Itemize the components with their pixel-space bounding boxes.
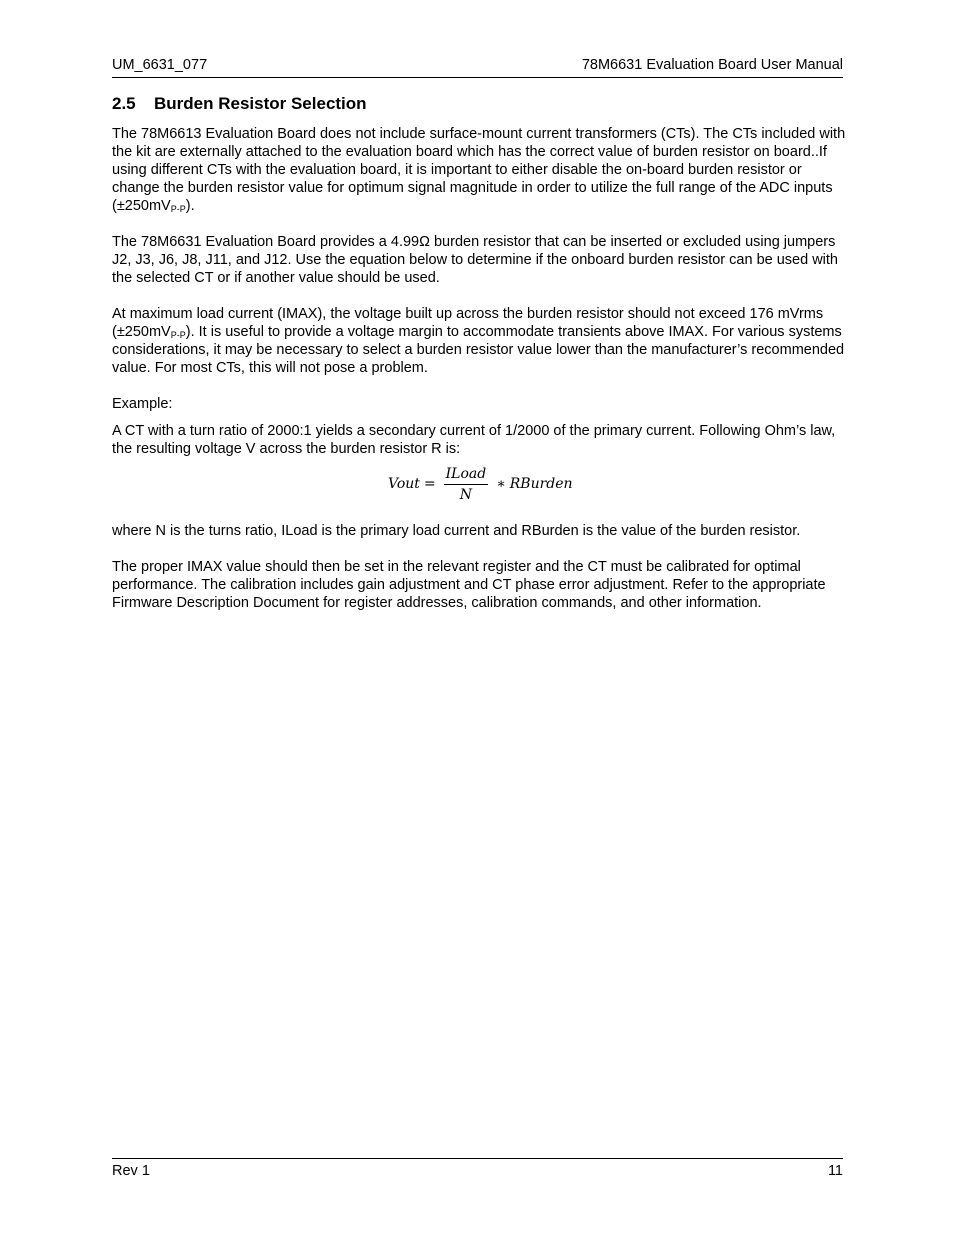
page-header (112, 55, 843, 78)
paragraph-ct-intro-text: The 78M6613 Evaluation Board does not include surface-mount current transformers (CTs). The CTs included with the kit are externally attached to the evaluation board which has the correct value of burden resistor on board..If using different CTs with the evaluation board, it is important to either disable the on-board burden resistor or change the burden resistor value for optimum signal magnitude in order to utilize the full range of the ADC inputs (±250mV (112, 126, 846, 214)
equation-denominator: N (459, 486, 473, 503)
page-number: 11 (827, 1163, 843, 1179)
body-content (112, 125, 847, 612)
doc-number: UM_6631_077 (112, 57, 208, 73)
equation-rhs: RBurden (509, 476, 573, 492)
paragraph-ct-intro-end: ). (185, 198, 195, 214)
equation-vout (112, 464, 847, 516)
section-title: Burden Resistor Selection (154, 94, 367, 113)
pp-subscript: P-P (170, 330, 186, 340)
page-footer (112, 1158, 843, 1181)
section-number: 2.5 (112, 94, 136, 113)
paragraph-imax-calibration: The proper IMAX value should then be set in the relevant register and the CT must be calibrated for optimal performance. The calibration includes gain adjustment and CT phase error adjustment. Refer to the appropriate Firmware Description Document for register addresses, calibration commands, and other information. (112, 559, 826, 611)
paragraph-imax-end: ). It is useful to provide a voltage margin to accommodate transients above IMAX. For various systems considerations, it may be necessary to select a burden resistor value lower than the manufacturer’s recommended value. For most CTs, this will not pose a problem. (112, 324, 845, 376)
paragraph-imax-text: At maximum load current (IMAX), the voltage built up across the burden resistor should not exceed 176 mVrms (±250mV (112, 306, 824, 340)
paragraph-ct-intro (112, 125, 847, 215)
equation-multiply: ∗ (496, 476, 506, 492)
paragraph-where: where N is the turns ratio, ILoad is the primary load current and RBurden is the value of the burden resistor. (112, 523, 801, 539)
revision-label: Rev 1 (112, 1163, 150, 1179)
section-heading (112, 94, 367, 114)
pp-subscript: P-P (170, 204, 186, 214)
doc-title: 78M6631 Evaluation Board User Manual (581, 57, 843, 73)
example-label: Example: (112, 396, 173, 412)
equation-numerator: ILoad (444, 465, 489, 485)
paragraph-imax (112, 305, 847, 377)
equation-equals: = (423, 476, 436, 492)
equation-lhs: Vout (388, 476, 420, 492)
equation-fraction (444, 465, 489, 504)
paragraph-example: A CT with a turn ratio of 2000:1 yields a secondary current of 1/2000 of the primary current. Following Ohm’s law, the resulting voltage V across the burden resistor R is: (112, 423, 836, 457)
paragraph-burden-resistor: The 78M6631 Evaluation Board provides a 4.99Ω burden resistor that can be inserted or excluded using jumpers J2, J3, J6, J8, J11, and J12. Use the equation below to determine if the onboard burden resistor can be used with the selected CT or if another value should be used. (112, 234, 838, 286)
